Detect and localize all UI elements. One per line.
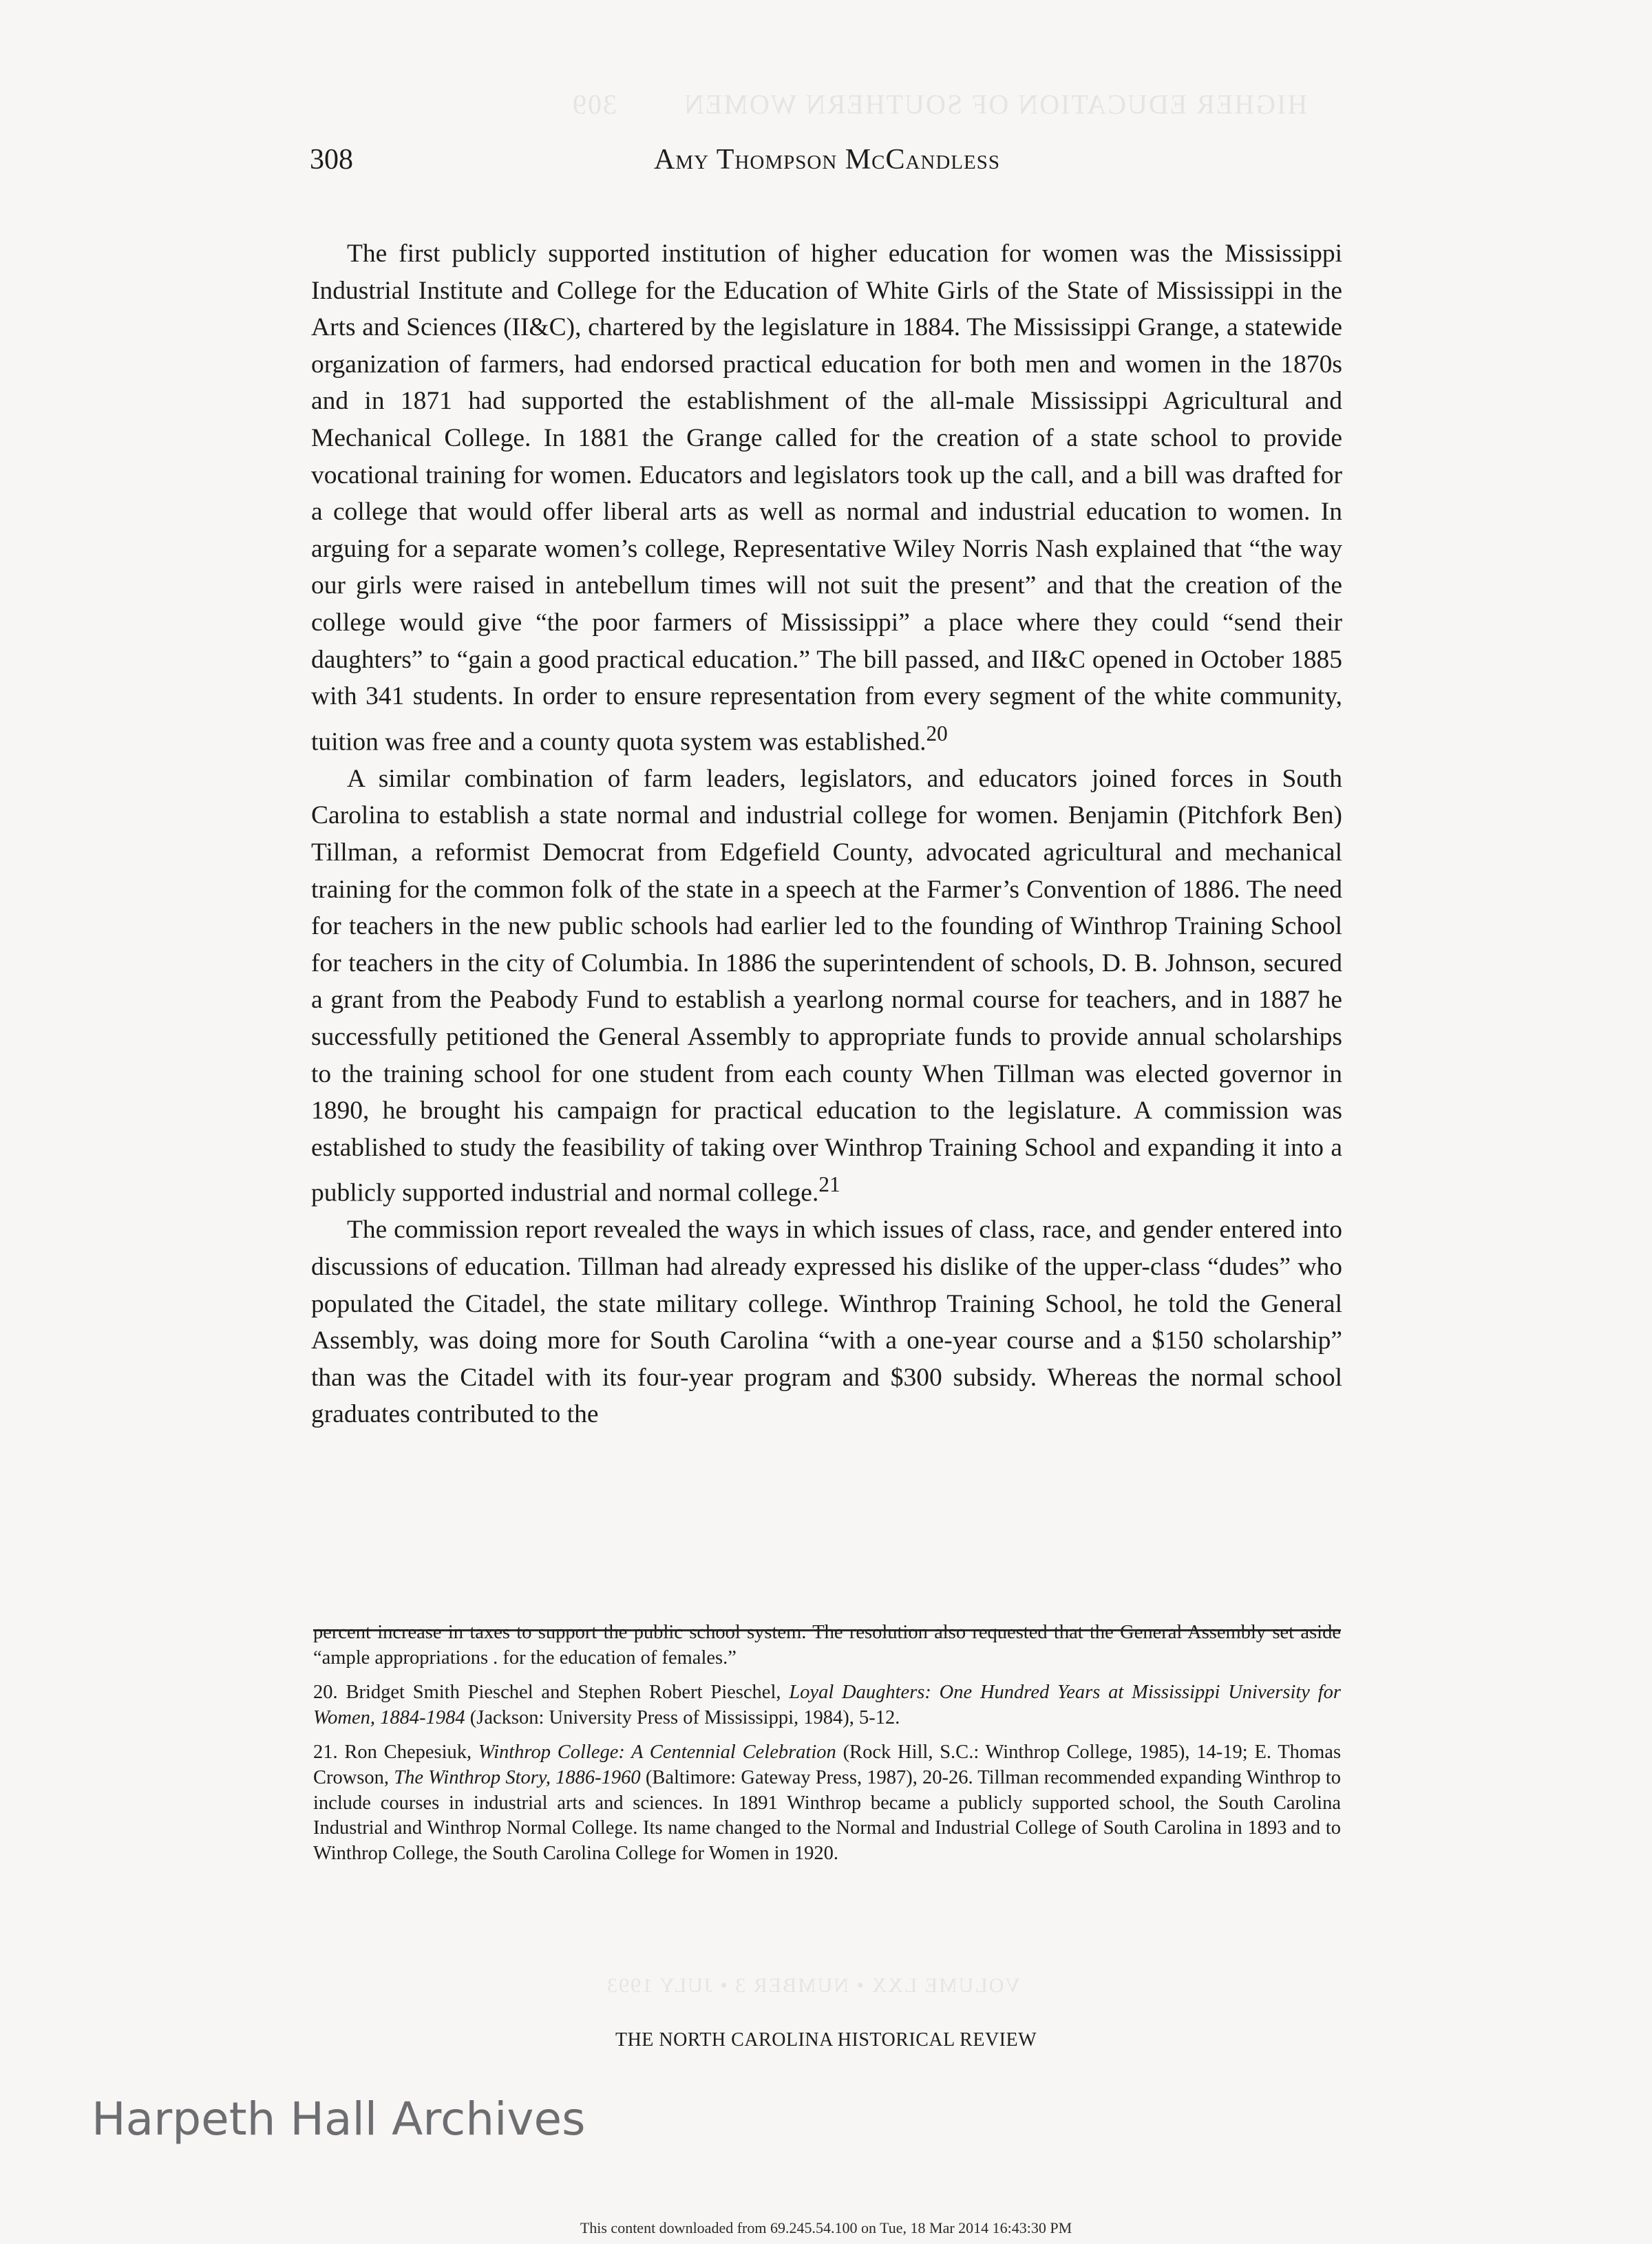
footnote-20-number: 20. bbox=[313, 1682, 338, 1704]
footnote-21-author: Ron Chepesiuk, bbox=[344, 1742, 472, 1764]
paragraph-3-text: The commission report revealed the ways in which issues of class, race, and gender entered into discussions of education. Tillman had already expressed his dislike of the upper-class “dudes” who populated the Citadel, the state military college. Winthrop Training School, he told the General Assembly, was doing more for South Carolina “with a one-year course and a $150 scholarship” than was the Citadel with its four-year program and $300 subsidy. Whereas the normal school graduates contributed to the bbox=[311, 1216, 1342, 1429]
footnote-20-publication: (Jackson: University Press of Mississippi, 1984), 5-12. bbox=[469, 1706, 900, 1728]
running-head: Amy Thompson McCandless bbox=[654, 144, 1000, 176]
bleed-through-volume-line: VOLUME LXX • NUMBER 3 • JULY 1993 bbox=[606, 1974, 1021, 1997]
footnote-ref-20: 20 bbox=[926, 721, 948, 745]
footnote-21-title-2: The Winthrop Story, 1886-1960 bbox=[394, 1766, 641, 1788]
footnote-21-title: Winthrop College: A Centennial Celebration bbox=[478, 1742, 836, 1764]
page-number: 308 bbox=[310, 144, 353, 176]
archive-watermark: Harpeth Hall Archives bbox=[92, 2093, 586, 2146]
footnote-21-remainder: (Baltimore: Gateway Press, 1987), 20-26. Tillman recommended expanding Winthrop to include courses in industrial arts and sciences. In 1891 Winthrop became a publicly supported school, the South Carolina Industrial and Winthrop Normal College. Its name changed to the Normal and Industrial College of South Carolina in 1893 and to Winthrop College, the South Carolina College for Women in 1920. bbox=[313, 1766, 1341, 1864]
journal-title: THE NORTH CAROLINA HISTORICAL REVIEW bbox=[615, 2029, 1037, 2051]
body-text bbox=[311, 235, 1342, 1433]
footnote-21-number: 21. bbox=[313, 1742, 338, 1764]
paragraph-3 bbox=[311, 1211, 1342, 1433]
footnote-21-middle: (Rock Hill, S.C.: Winthrop College, 1985), 14-19; E. Thomas Crowson, bbox=[313, 1742, 1342, 1788]
download-notice: This content downloaded from 69.245.54.100 on Tue, 18 Mar 2014 16:43:30 PM bbox=[580, 2219, 1072, 2236]
footnote-20 bbox=[313, 1680, 1341, 1730]
footnote-20-authors: Bridget Smith Pieschel and Stephen Robert Pieschel, bbox=[346, 1682, 781, 1704]
paragraph-1 bbox=[311, 235, 1342, 761]
bleed-through-header: HIGHER EDUCATION OF SOUTHERN WOMEN 309 bbox=[571, 89, 1308, 120]
paragraph-2-text: A similar combination of farm leaders, legislators, and educators joined forces in South Carolina to establish a state normal and industrial college for women. Benjamin (Pitchfork Ben) Tillman, a reformist Democrat from Edgefield County, advocated agricultural and mechanical training for the common folk of the state in a speech at the Farmer’s Convention of 1886. The need for teachers in the new public schools had earlier led to the founding of Winthrop Training School for teachers in the city of Columbia. In 1886 the superintendent of schools, D. B. Johnson, secured a grant from the Peabody Fund to establish a yearlong normal course for teachers, and in 1887 he successfully petitioned the General Assembly to appropriate funds to provide annual scholarships to the training school for one student from each county When Tillman was elected governor in 1890, he brought his campaign for practical education to the legislature. A commission was established to study the feasibility of taking over Winthrop Training School and expanding it into a publicly supported industrial and normal college. bbox=[311, 764, 1342, 1207]
paragraph-2 bbox=[311, 761, 1342, 1212]
paragraph-1-text: The first publicly supported institution of higher education for women was the Mississippi Industrial Institute and College for the Education of White Girls of the State of Mississippi in the Arts and Sciences (II&C), chartered by the legislature in 1884. The Mississippi Grange, a statewide organization of farmers, had endorsed practical education for both men and women in the 1870s and in 1871 had supported the establishment of the all-male Mississippi Agricultural and Mechanical College. In 1881 the Grange called for the creation of a state school to provide vocational training for women. Educators and legislators took up the call, and a bill was drafted for a college that would offer liberal arts as well as normal and industrial education to women. In arguing for a separate women’s college, Representative Wiley Norris Nash explained that “the way our girls were raised in antebellum times will not suit the present” and that the creation of the college would give “the poor farmers of Mississippi” a place where they could “send their daughters” to “gain a good practical education.” The bill passed, and II&C opened in October 1885 with 341 students. In order to ensure representation from every segment of the white community, tuition was free and a county quota system was established. bbox=[311, 240, 1342, 756]
footnote-21 bbox=[313, 1740, 1341, 1866]
footnote-20-title: Loyal Daughters: One Hundred Years at Mississippi University for Women, 1884-1984 bbox=[313, 1682, 1341, 1728]
footnote-continuation: percent increase in taxes to support the public school system. The resolution also requested that the General Assembly set aside “ample appropriations . for the education of females.” bbox=[313, 1622, 1341, 1669]
footnotes bbox=[313, 1620, 1341, 1866]
footnote-ref-21: 21 bbox=[818, 1172, 840, 1197]
